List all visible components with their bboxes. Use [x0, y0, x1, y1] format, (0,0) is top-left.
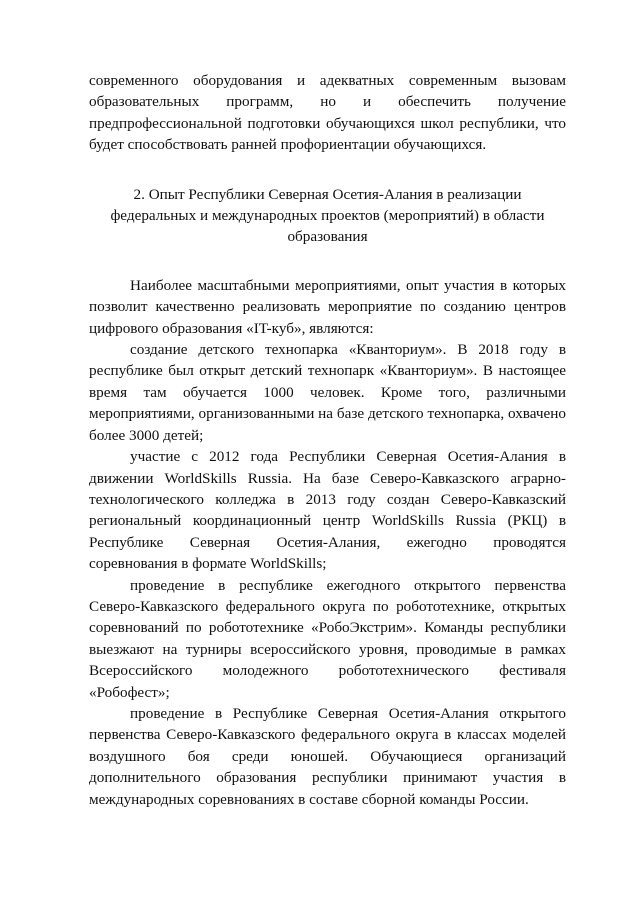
list-item-air-combat: проведение в Республике Северная Осетия-Алания открытого первенства Северо-Кавказского федерального округа в классах моделей воздушного боя среди юношей. Обучающиеся организаций дополнительного образования республики принимают участия в международных соревнованиях в составе сборной команды России.: [89, 704, 566, 808]
list-item-worldskills: участие с 2012 года Республики Северная Осетия-Алания в движении WorldSkills Russia. На базе Северо-Кавказского аграрно-технологического колледжа в 2013 году создан Северо-Кавказский региональный координационный центр WorldSkills Russia (РКЦ) в Республике Северная Осетия-Алания, ежегодно проводятся соревнования в формате WorldSkills;: [89, 448, 566, 573]
section-heading: 2. Опыт Республики Северная Осетия-Алания в реализации федеральных и международных проектов (мероприятий) в области образования: [110, 185, 545, 246]
spacer: [89, 248, 566, 275]
spacer: [89, 156, 566, 184]
document-body: [89, 70, 566, 810]
list-item-robotics: проведение в республике ежегодного открытого первенства Северо-Кавказского федерального округа по робототехнике, открытых соревнований по робототехнике «РобоЭкстрим». Команды республики выезжают на турниры всероссийского уровня, проводимые в рамках Всероссийского молодежного робототехнического фестиваля «Робофест»;: [89, 576, 566, 701]
lead-paragraph: Наиболее масштабными мероприятиями, опыт участия в которых позволит качественно реализовать мероприятие по созданию центров цифрового образования «IT-куб», являются:: [89, 276, 566, 337]
list-item-kvantorium: создание детского технопарка «Кванториум». В 2018 году в республике был открыт детский технопарк «Кванториум». В настоящее время там обучается 1000 человек. Кроме того, различными мероприятиями, организованными на базе детского технопарка, охвачено более 3000 детей;: [89, 341, 566, 444]
intro-paragraph: современного оборудования и адекватных современным вызовам образовательных программ, но и обеспечить получение предпрофессиональной подготовки обучающихся школ республики, что будет способствовать ранней профориентации обучающихся.: [89, 72, 566, 154]
